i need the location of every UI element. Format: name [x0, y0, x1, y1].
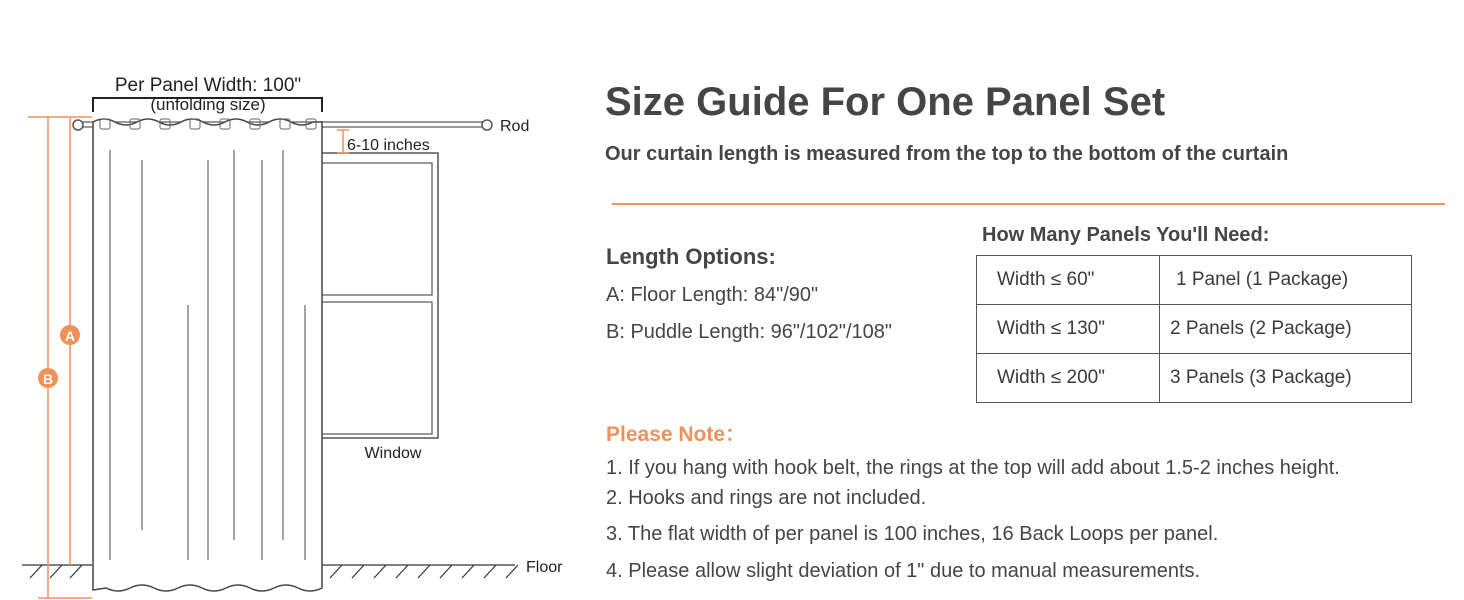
width-sublabel: (unfolding size)	[150, 95, 266, 114]
table-row	[977, 256, 1412, 305]
note-item: 2. Hooks and rings are not included.	[606, 487, 927, 509]
rod-label: Rod	[500, 118, 530, 135]
table-row	[977, 354, 1412, 403]
please-note-heading: Please Note：	[606, 423, 747, 446]
width-cell: Width ≤ 130"	[977, 305, 1160, 354]
panels-cell: 2 Panels (2 Package)	[1160, 305, 1412, 354]
marker-b	[38, 368, 58, 388]
width-cell: Width ≤ 200"	[977, 354, 1160, 403]
length-measure-lines	[28, 117, 92, 598]
panels-cell: 1 Panel (1 Package)	[1160, 256, 1412, 305]
gap-label: 6-10 inches	[347, 137, 430, 154]
window-frame	[318, 153, 438, 438]
panels-heading: How Many Panels You'll Need:	[982, 224, 1270, 246]
curtain-size-diagram	[0, 0, 600, 600]
note-item: 3. The flat width of per panel is 100 inches, 16 Back Loops per panel.	[606, 523, 1219, 545]
marker-a	[60, 325, 80, 345]
divider-line	[612, 203, 1445, 205]
panels-cell: 3 Panels (3 Package)	[1160, 354, 1412, 403]
length-option-b: B: Puddle Length: 96"/102"/108"	[606, 321, 892, 343]
table-row	[977, 305, 1412, 354]
length-option-a: A: Floor Length: 84"/90"	[606, 284, 819, 306]
svg-text:B: B	[42, 371, 54, 387]
svg-text:A: A	[64, 328, 76, 344]
panels-table	[976, 255, 1412, 403]
floor-label: Floor	[526, 559, 563, 576]
width-label: Per Panel Width: 100"	[114, 75, 302, 96]
window-label: Window	[364, 445, 422, 462]
note-item: 1. If you hang with hook belt, the rings at the top will add about 1.5-2 inches height.	[606, 457, 1340, 479]
note-item: 4. Please allow slight deviation of 1" due to manual measurements.	[606, 560, 1201, 582]
size-guide-title: Size Guide For One Panel Set	[605, 80, 1166, 124]
width-cell: Width ≤ 60"	[977, 256, 1160, 305]
size-guide-subtitle: Our curtain length is measured from the top to the bottom of the curtain	[605, 143, 1289, 165]
length-options-heading: Length Options:	[606, 244, 776, 269]
curtain-panel	[93, 119, 322, 591]
